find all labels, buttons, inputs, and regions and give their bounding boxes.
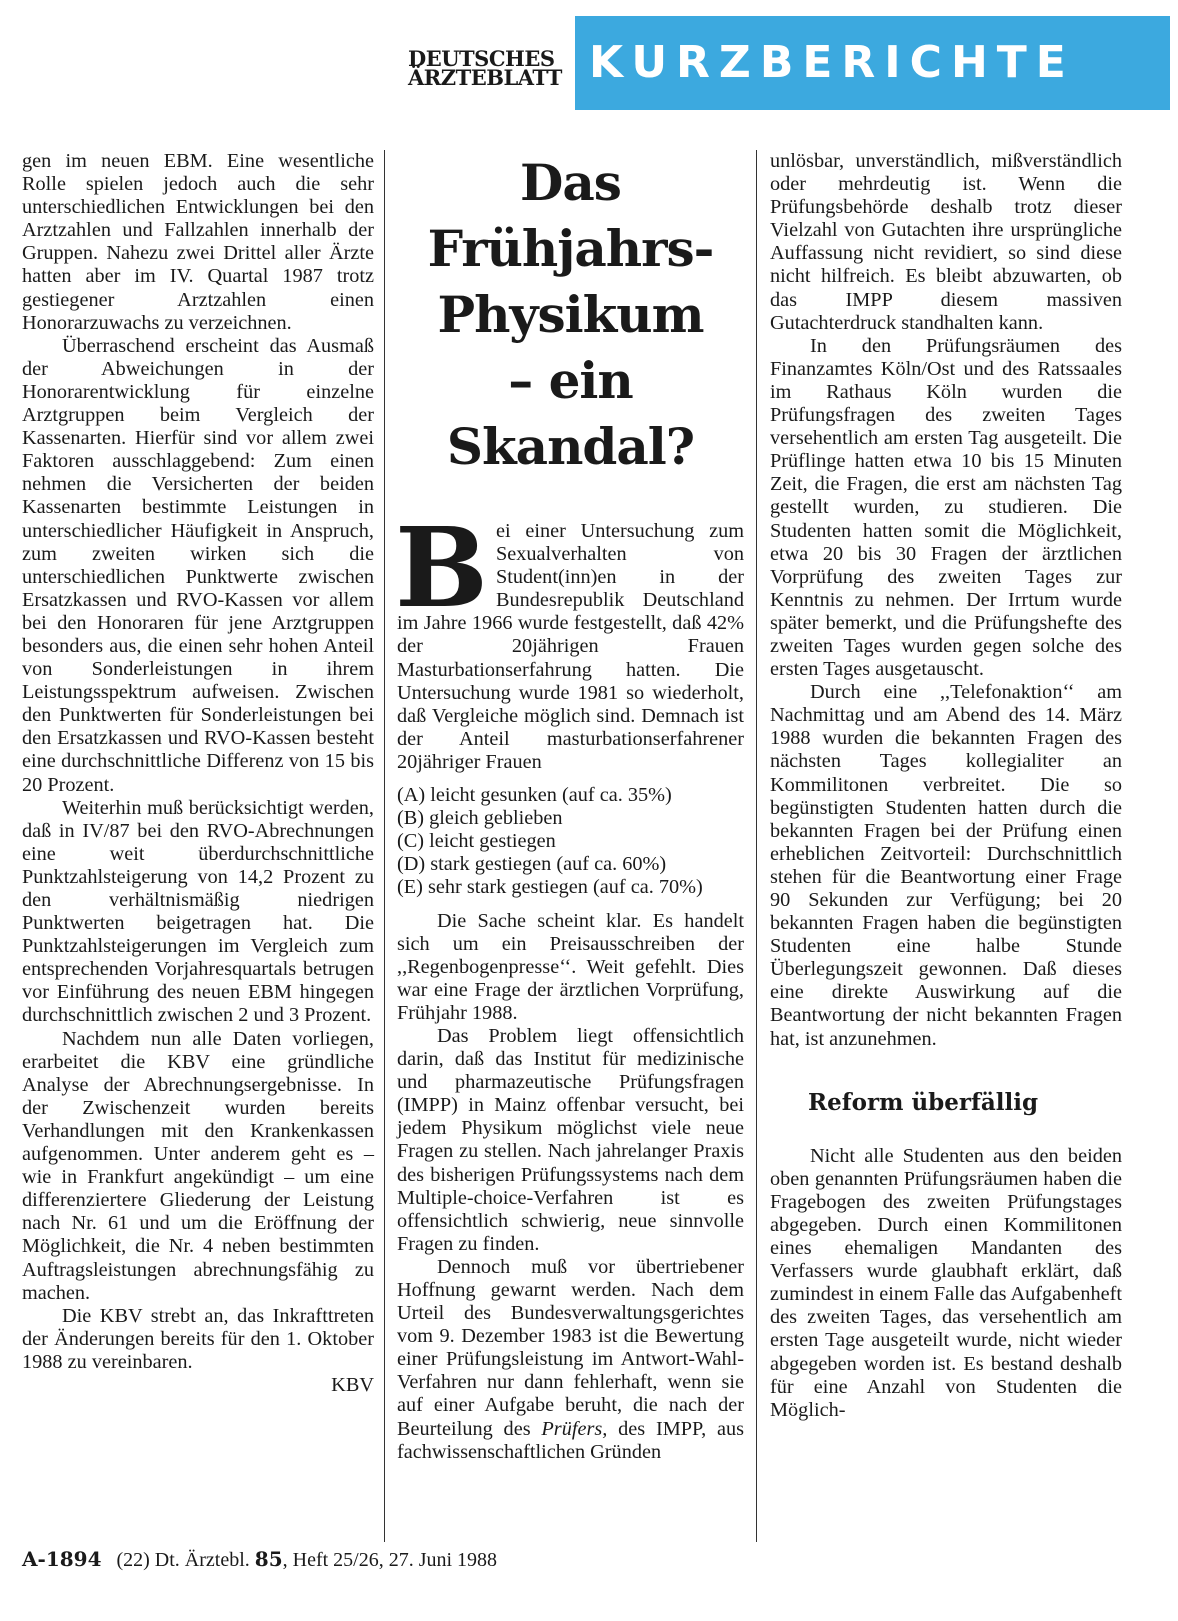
paragraph: Nicht alle Studenten aus den beiden oben genannten Prüfungsräumen haben die Fragebogen des zweiten Prüfungstages abgegeben. Durch einen Kommilitonen eines ehemaligen Mandanten des Verfassers wurde glaubhaft erklärt, daß zumindest in einem Falle das Aufgabenheft des zweiten Tages, das versehentlich am ersten Tage ausgeteilt wurde, nicht wieder abgegeben worden ist. Es bestand deshalb für eine Anzahl von Studenten die Möglich- — [770, 1144, 1123, 1421]
option-b: (B) gleich geblieben — [397, 807, 563, 830]
citation-suffix: , Heft 25/26, 27. Juni 1988 — [282, 1549, 498, 1571]
headline-line: Physikum — [437, 285, 704, 344]
answer-options — [397, 784, 744, 899]
signature-line — [22, 1374, 374, 1397]
intro-paragraph — [395, 503, 744, 774]
masthead — [408, 46, 562, 90]
headline-line: Skandal? — [446, 417, 695, 476]
paragraph — [397, 1256, 744, 1464]
paragraph: Durch eine ,,Telefonaktion‘‘ am Nachmittag und am Abend des 14. März 1988 wurden die bekannten Fragen des nächsten Tages kollegialiter an Kommilitonen verbreitet. Die so begünstigten Studenten hatten durch die bekannten Fragen bei der Prüfung einen erheblichen Zeitvorteil: Durchschnittlich stehen für die Beantwortung einer Frage 90 Sekunden zur Verfügung; bei 20 bekannten Fragen haben die begünstigten Studenten eine halbe Stunde Überlegungszeit gewonnen. Daß dieses eine direkte Auswirkung auf die Beantwortung der nicht bekannten Fragen hat, ist anzunehmen. — [770, 681, 1122, 1050]
headline-line: – ein — [508, 351, 633, 410]
option-a: (A) leicht gesunken (auf ca. 35%) — [397, 784, 672, 807]
italic-text: Prüfers, — [541, 1417, 608, 1440]
option-e: (E) sehr stark gestiegen (auf ca. 70%) — [397, 876, 703, 899]
citation-prefix: (22) Dt. Ärztebl. — [116, 1549, 255, 1571]
masthead-line2: ÄRZTEBLATT — [408, 64, 562, 90]
headline-line: Das — [520, 153, 621, 212]
column-rule-left — [384, 150, 385, 1542]
paragraph: gen im neuen EBM. Eine wesentliche Rolle spielen jedoch auch die sehr unterschiedlichen Entwicklungen bei den Arztzahlen und Fallzahlen innerhalb der Gruppen. Nahezu zwei Drittel aller Ärzte hatten aber im IV. Quartal 1987 trotz gestiegener Arztzahlen einen Honorarzuwachs zu verzeichnen. — [22, 150, 374, 334]
column-rule-right — [756, 150, 757, 1542]
intro-text: ei einer Untersuchung zum Sexualverhalten von Student(inn)en in der Bundesrepublik Deutschland im Jahre 1966 wurde festgestellt, daß 42% der 20jährigen Frauen Masturbationserfahrung hatten. Die Untersuchung wurde 1981 so wiederholt, daß Vergleiche möglich sind. Demnach ist der Anteil masturbationserfahrener 20jähriger Frauen — [397, 520, 744, 773]
page-number: A-1894 — [22, 1547, 102, 1571]
signature: KBV — [331, 1373, 374, 1396]
paragraph: Das Problem liegt offensichtlich darin, daß das Institut für medizinische und pharmazeutische Prüfungsfragen (IMPP) in Mainz offenbar versucht, bei jedem Physikum möglichst viele neue Fragen zu stellen. Nach jahrelanger Praxis des bisherigen Prüfungssystems nach dem Multiple-choice-Verfahren ist es offensichtlich schwierig, neue sinnvolle Fragen zu finden. — [397, 1024, 744, 1255]
section-banner: KURZBERICHTE — [575, 16, 1170, 110]
paragraph: Die Sache scheint klar. Es handelt sich um ein Preisausschreiben der ,,Regenbogenpresse‘‘. Weit gefehlt. Dies war eine Frage der ärztlichen Vorprüfung, Frühjahr 1988. — [397, 909, 744, 1024]
paragraph: Überraschend erscheint das Ausmaß der Abweichungen in der Honorarentwicklung für einzelne Arztgruppen beim Vergleich der Kassenarten. Hierfür sind vor allem zwei Faktoren ausschlaggebend: Zum einen nehmen die Versicherten der beiden Kassenarten bestimmte Leistungen in unterschiedlicher Häufigkeit in Anspruch, zum zweiten wirken sich die unterschiedlichen Punktwerte zwischen Ersatzkassen und RVO-Kassen vor allem bei den Honoraren für jene Arztgruppen besonders aus, die einen sehr hohen Anteil von Sonderleistungen in ihrem Leistungsspektrum aufweisen. Zwischen den Punktwerten für Sonderleistungen bei den Ersatzkassen und RVO-Kassen besteht eine durchschnittliche Differenz von 15 bis 20 Prozent. — [22, 334, 374, 796]
volume-number: 85 — [254, 1547, 283, 1571]
paragraph: In den Prüfungsräumen des Finanzamtes Köln/Ost und des Ratssaales im Rathaus Köln wurden die Prüfungsfragen des zweiten Tages versehentlich am ersten Tag ausgeteilt. Die Prüflinge hatten etwa 10 bis 15 Minuten Zeit, die Fragen, die erst am nächsten Tag gestellt wurden, zu studieren. Die Studenten hatten somit die Möglichkeit, etwa 20 bis 30 Fragen der ärztlichen Vorprüfung des zweiten Tages zur Kenntnis zu nehmen. Der Irrtum wurde später bemerkt, und die Prüfungshefte des zweiten Tages wurden gegen solche des ersten Tages ausgetauscht. — [770, 334, 1122, 681]
paragraph: Die KBV strebt an, das Inkrafttreten der Änderungen bereits für den 1. Oktober 1988 zu vereinbaren. — [22, 1304, 374, 1373]
option-d: (D) stark gestiegen (auf ca. 60%) — [397, 853, 667, 876]
article-headline — [397, 150, 744, 480]
column-right — [770, 150, 1122, 1422]
headline-line: Frühjahrs- — [427, 219, 714, 278]
masthead-line1: DEUTSCHES — [408, 46, 555, 71]
paragraph: Weiterhin muß berücksichtigt werden, daß in IV/87 bei den RVO-Abrechnungen eine weit überdurchschnittliche Punktzahlsteigerung von 14,2 Prozent zu den verhältnismäßig niedrigen Punktwerten beigetragen hat. Die Punktzahlsteigerungen im Vergleich zum entsprechenden Vorjahresquartals betrugen vor Einführung des neuen EBM hingegen durchschnittlich zwischen 2 und 3 Prozent. — [22, 796, 374, 1027]
text-run: Dennoch muß vor übertriebener Hoffnung gewarnt werden. Nach dem Urteil des Bundesverwaltungsgerichtes vom 9. Dezember 1983 ist die Bewertung einer Prüfungsleistung im Antwort-Wahl-Verfahren nur dann fehlerhaft, wenn sie auf einer Aufgabe beruht, die nach der Beurteilung des — [397, 1255, 744, 1440]
column-left — [22, 150, 374, 1397]
paragraph: Nachdem nun alle Daten vorliegen, erarbeitet die KBV eine gründliche Analyse der Abrechnungsergebnisse. In der Zwischenzeit wurden bereits Verhandlungen mit den Krankenkassen aufgenommen. Unter anderem geht es – wie in Frankfurt angekündigt – um eine differenziertere Gliederung der Leistung nach Nr. 61 und um die Eröffnung der Möglichkeit, die Nr. 4 neben bestimmten Auftragsleistungen abrechnungsfähig zu machen. — [22, 1027, 374, 1304]
paragraph: unlösbar, unverständlich, mißverständlich oder mehrdeutig ist. Wenn die Prüfungsbehörde deshalb trotz dieser Vielzahl von Gutachten ihre ursprüngliche Auffassung nicht revidiert, so sind diese nicht hilfreich. Es bleibt abzuwarten, ob das IMPP diesem massiven Gutachterdruck standhalten kann. — [770, 150, 1122, 334]
column-middle — [397, 150, 744, 1464]
subheading: Reform überfällig — [808, 1088, 1039, 1116]
drop-cap: B — [395, 503, 488, 632]
text-run: des IMPP, aus fachwissenschaftlichen Gründen — [397, 1417, 744, 1463]
page-footer — [22, 1547, 497, 1572]
option-c: (C) leicht gestiegen — [397, 830, 556, 853]
